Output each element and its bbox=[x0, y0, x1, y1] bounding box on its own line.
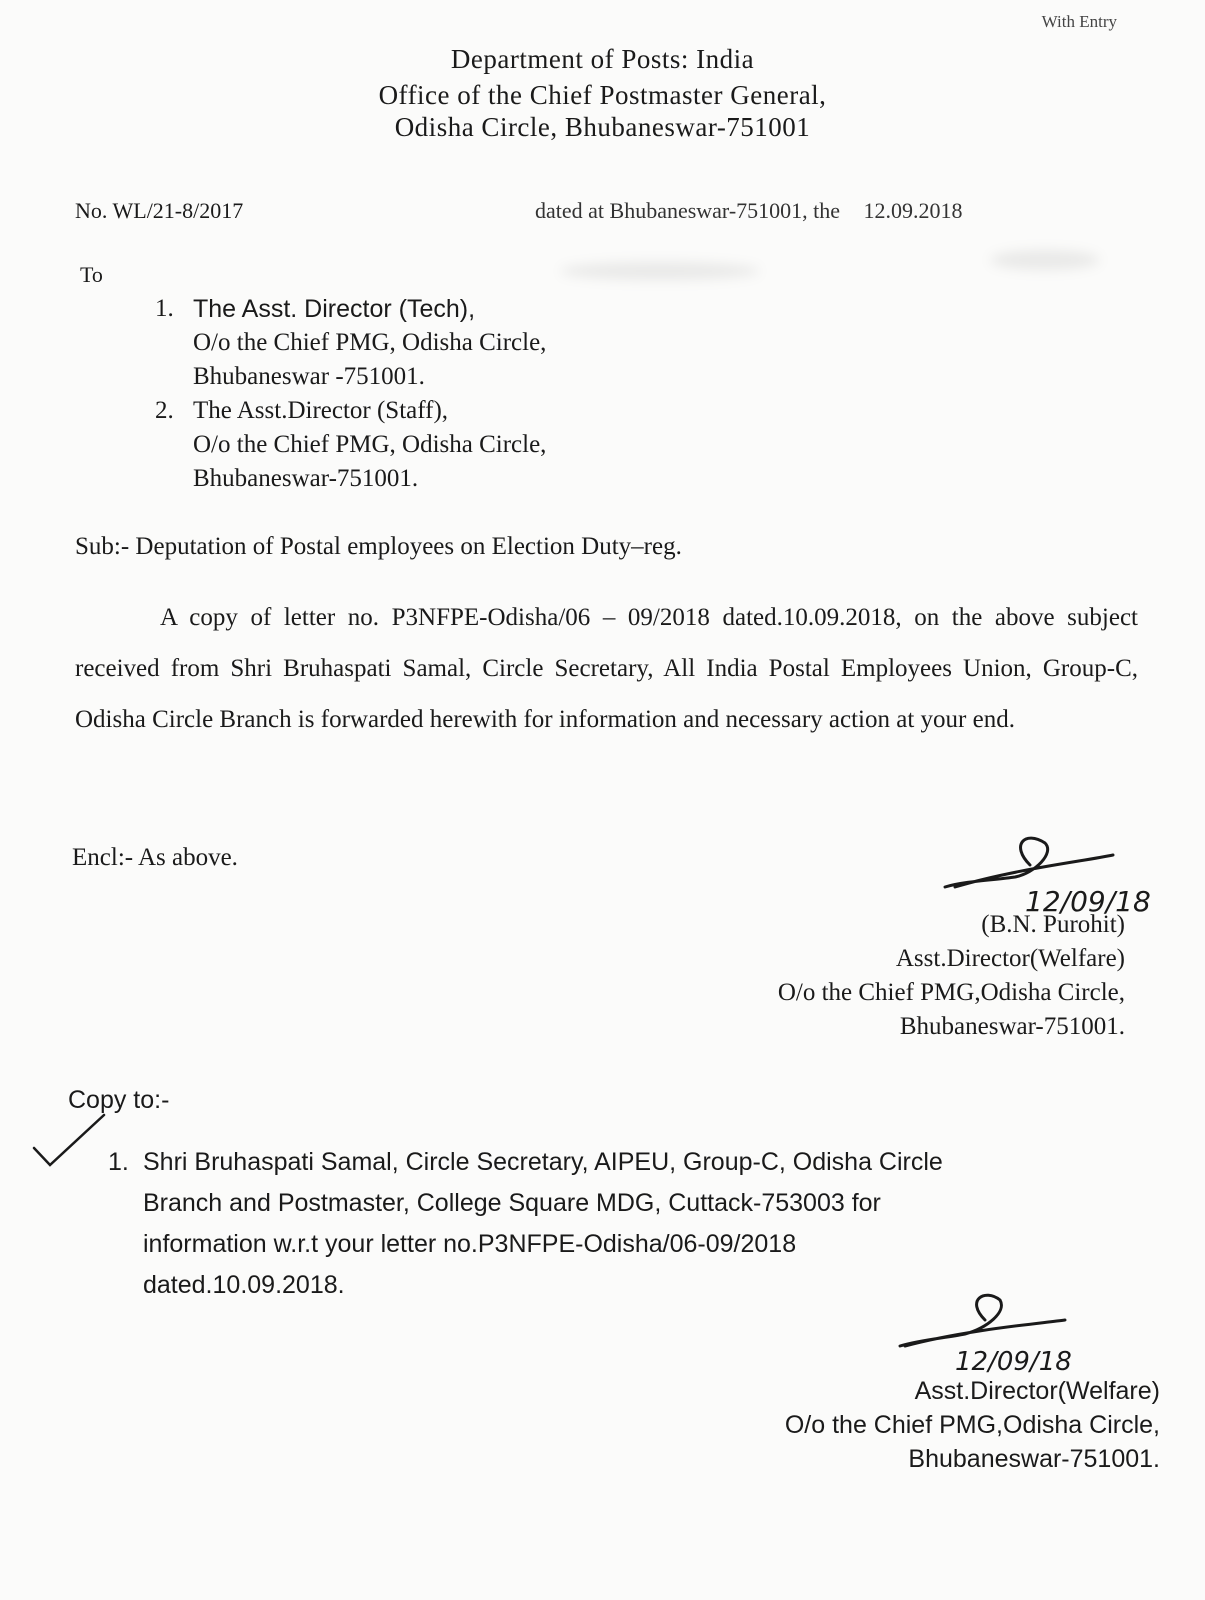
handwritten-signature-2 bbox=[895, 1290, 1125, 1380]
recipient-title: The Asst.Director (Staff), bbox=[193, 397, 449, 424]
copy-to-label: Copy to:- bbox=[68, 1086, 170, 1114]
recipient-1 bbox=[155, 292, 546, 394]
recipient-number: 1. bbox=[155, 295, 174, 322]
with-entry-note: With Entry bbox=[1041, 12, 1117, 31]
copy-line: Shri Bruhaspati Samal, Circle Secretary, AIPEU, Group-C, Odisha Circle bbox=[143, 1148, 943, 1176]
signature-date: 12/09/18 bbox=[955, 1347, 1072, 1377]
header-department: Department of Posts: India bbox=[450, 44, 755, 74]
scan-smudge bbox=[990, 250, 1100, 270]
signatory-office: O/o the Chief PMG,Odisha Circle, bbox=[777, 979, 1125, 1006]
header-address: Odisha Circle, Bhubaneswar-751001 bbox=[394, 112, 811, 142]
reference-number: No. WL/21-8/2017 bbox=[75, 198, 244, 223]
signature-block-2 bbox=[660, 1374, 1160, 1476]
checkmark-icon bbox=[30, 1110, 110, 1170]
dated-prefix: dated at Bhubaneswar-751001, the bbox=[535, 198, 841, 223]
recipient-office: O/o the Chief PMG, Odisha Circle, bbox=[193, 431, 547, 458]
recipient-number: 2. bbox=[155, 397, 174, 424]
signature-block-1 bbox=[625, 908, 1125, 1044]
signatory-designation: Asst.Director(Welfare) bbox=[914, 1377, 1160, 1405]
copy-line: dated.10.09.2018. bbox=[143, 1271, 345, 1299]
copy-line: information w.r.t your letter no.P3NFPE-Odisha/06-09/2018 bbox=[143, 1230, 797, 1258]
scan-smudge bbox=[560, 262, 760, 280]
copy-line: Branch and Postmaster, College Square MDG, Cuttack-753003 for bbox=[143, 1189, 881, 1217]
copy-item-number: 1. bbox=[108, 1148, 129, 1176]
dated-line bbox=[535, 198, 963, 224]
signatory-office: O/o the Chief PMG,Odisha Circle, bbox=[784, 1411, 1160, 1439]
signatory-city: Bhubaneswar-751001. bbox=[899, 1013, 1125, 1040]
to-label: To bbox=[80, 262, 103, 287]
recipient-office: O/o the Chief PMG, Odisha Circle, bbox=[193, 329, 547, 356]
recipient-city: Bhubaneswar -751001. bbox=[193, 363, 425, 390]
signatory-designation: Asst.Director(Welfare) bbox=[895, 945, 1125, 972]
signature-date: 12/09/18 bbox=[1025, 885, 1151, 918]
subject-line: Sub:- Deputation of Postal employees on Election Duty–reg. bbox=[75, 533, 682, 560]
header-office: Office of the Chief Postmaster General, bbox=[378, 80, 827, 110]
signatory-city: Bhubaneswar-751001. bbox=[908, 1445, 1160, 1473]
recipient-2 bbox=[155, 394, 546, 496]
enclosure: Encl:- As above. bbox=[72, 844, 238, 871]
letter-date: 12.09.2018 bbox=[863, 198, 963, 223]
recipient-title: The Asst. Director (Tech), bbox=[193, 295, 476, 323]
copy-to-item-1 bbox=[108, 1142, 943, 1306]
recipient-city: Bhubaneswar-751001. bbox=[193, 465, 419, 492]
body-paragraph: A copy of letter no. P3NFPE-Odisha/06 – 09/2018 dated.10.09.2018, on the above subject received from Shri Bruhaspati Samal, Circle Secretary, All India Postal Employees Union, Group-C, Odisha Circle Branch is forwarded herewith for information and necessary action at your end. bbox=[75, 604, 1138, 733]
signatory-name: (B.N. Purohit) bbox=[981, 911, 1125, 938]
